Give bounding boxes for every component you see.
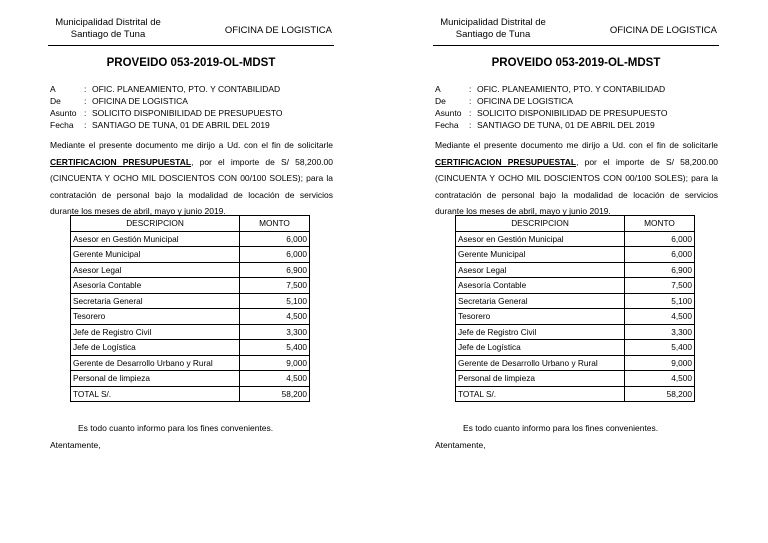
body-text: Mediante el presente documento me dirijo a Ud. con el fin de solicitarle — [435, 140, 718, 150]
row-amount: 7,500 — [240, 278, 310, 294]
meta-value: SOLICITO DISPONIBILIDAD DE PRESUPUESTO — [477, 108, 668, 118]
row-amount: 4,500 — [240, 309, 310, 325]
body-paragraph — [50, 137, 333, 220]
row-amount: 6,000 — [240, 247, 310, 263]
row-description: Secretaria General — [456, 293, 625, 309]
meta-value: SANTIAGO DE TUNA, 01 DE ABRIL DEL 2019 — [92, 120, 270, 130]
meta-key: A — [435, 84, 441, 94]
row-amount: 5,100 — [625, 293, 695, 309]
meta-line — [50, 108, 283, 120]
row-description: Asesor Legal — [71, 262, 240, 278]
row-description: Jefe de Registro Civil — [456, 324, 625, 340]
row-description: Personal de limpieza — [456, 371, 625, 387]
row-amount: 9,000 — [625, 355, 695, 371]
column-header: MONTO — [625, 216, 695, 232]
meta-separator: : — [469, 96, 472, 106]
row-description: Asesoría Contable — [456, 278, 625, 294]
table-header-row — [71, 216, 310, 232]
table-row — [71, 247, 310, 263]
meta-value: OFICINA DE LOGISTICA — [92, 96, 188, 106]
document-copy-left — [48, 0, 338, 543]
letterhead — [48, 15, 334, 46]
municipality-line-1: Municipalidad Distrital de — [440, 17, 546, 28]
body-highlight: CERTIFICACION PRESUPUESTAL — [435, 156, 577, 167]
document-copy-right — [433, 0, 723, 543]
meta-key: A — [50, 84, 56, 94]
table-row — [71, 324, 310, 340]
row-amount: 3,300 — [625, 324, 695, 340]
meta-key: Asunto — [435, 108, 462, 118]
row-amount: 6,000 — [240, 231, 310, 247]
signoff: Atentamente, — [50, 440, 101, 450]
table-body — [456, 231, 695, 402]
municipality-line-1: Municipalidad Distrital de — [55, 17, 161, 28]
meta-separator: : — [469, 84, 472, 94]
meta-value: SOLICITO DISPONIBILIDAD DE PRESUPUESTO — [92, 108, 283, 118]
meta-line — [435, 96, 573, 108]
meta-value: SANTIAGO DE TUNA, 01 DE ABRIL DEL 2019 — [477, 120, 655, 130]
table-row — [456, 231, 695, 247]
row-description: TOTAL S/. — [456, 386, 625, 402]
row-description: Gerente de Desarrollo Urbano y Rural — [71, 355, 240, 371]
column-header: DESCRIPCION — [456, 216, 625, 232]
meta-separator: : — [84, 108, 87, 118]
body-paragraph — [435, 137, 718, 220]
municipality-name — [433, 17, 553, 41]
table-body — [71, 231, 310, 402]
meta-line — [50, 84, 280, 96]
municipality-line-2: Santiago de Tuna — [70, 29, 146, 40]
table-row — [71, 386, 310, 402]
document-title: PROVEIDO 053-2019-OL-MDST — [491, 57, 661, 69]
meta-key: Fecha — [435, 120, 459, 130]
table-row — [456, 293, 695, 309]
meta-line — [435, 84, 665, 96]
meta-line — [435, 108, 668, 120]
meta-key: De — [50, 96, 61, 106]
column-header: DESCRIPCION — [71, 216, 240, 232]
row-description: Gerente Municipal — [71, 247, 240, 263]
meta-separator: : — [84, 84, 87, 94]
column-header: MONTO — [240, 216, 310, 232]
row-amount: 58,200 — [625, 386, 695, 402]
meta-separator: : — [84, 120, 87, 130]
meta-value: OFIC. PLANEAMIENTO, PTO. Y CONTABILIDAD — [92, 84, 281, 94]
document-title: PROVEIDO 053-2019-OL-MDST — [106, 57, 276, 69]
row-amount: 6,000 — [625, 231, 695, 247]
office-name: OFICINA DE LOGISTICA — [224, 25, 332, 36]
row-description: Gerente de Desarrollo Urbano y Rural — [456, 355, 625, 371]
row-description: Tesorero — [456, 309, 625, 325]
row-description: Jefe de Logística — [456, 340, 625, 356]
meta-value: OFICINA DE LOGISTICA — [477, 96, 573, 106]
row-amount: 7,500 — [625, 278, 695, 294]
body-text: , por el importe de S/ 58,200.00 (CINCUENTA Y OCHO MIL DOSCIENTOS CON 00/100 SOLES); para la contratación de personal bajo la modalidad de locación de servicios durante los meses de abril, mayo y junio 2019. — [50, 156, 333, 216]
meta-line — [435, 120, 655, 132]
row-description: Asesor en Gestión Municipal — [71, 231, 240, 247]
row-amount: 4,500 — [240, 371, 310, 387]
table-row — [71, 340, 310, 356]
closing-line: Es todo cuanto informo para los fines convenientes. — [78, 423, 274, 433]
municipality-line-2: Santiago de Tuna — [455, 29, 531, 40]
budget-table — [70, 215, 310, 402]
letterhead — [433, 15, 719, 46]
table-row — [456, 262, 695, 278]
signoff: Atentamente, — [435, 440, 486, 450]
table-row — [71, 293, 310, 309]
row-description: Asesoría Contable — [71, 278, 240, 294]
row-amount: 5,400 — [625, 340, 695, 356]
row-description: Jefe de Registro Civil — [71, 324, 240, 340]
row-description: Personal de limpieza — [71, 371, 240, 387]
municipality-name — [48, 17, 168, 41]
budget-table — [455, 215, 695, 402]
meta-separator: : — [469, 108, 472, 118]
row-amount: 6,000 — [625, 247, 695, 263]
row-description: Gerente Municipal — [456, 247, 625, 263]
row-amount: 5,400 — [240, 340, 310, 356]
table-row — [71, 262, 310, 278]
table-row — [71, 355, 310, 371]
row-description: Jefe de Logística — [71, 340, 240, 356]
table-row — [456, 309, 695, 325]
row-description: Asesor en Gestión Municipal — [456, 231, 625, 247]
row-amount: 5,100 — [240, 293, 310, 309]
table-row — [71, 231, 310, 247]
row-amount: 6,900 — [625, 262, 695, 278]
meta-line — [50, 96, 188, 108]
closing-line: Es todo cuanto informo para los fines convenientes. — [463, 423, 659, 433]
row-amount: 3,300 — [240, 324, 310, 340]
meta-value: OFIC. PLANEAMIENTO, PTO. Y CONTABILIDAD — [477, 84, 666, 94]
office-name: OFICINA DE LOGISTICA — [609, 25, 717, 36]
table-header-row — [456, 216, 695, 232]
row-amount: 6,900 — [240, 262, 310, 278]
table-row — [71, 278, 310, 294]
table-row — [456, 355, 695, 371]
row-amount: 58,200 — [240, 386, 310, 402]
row-description: Secretaria General — [71, 293, 240, 309]
body-highlight: CERTIFICACION PRESUPUESTAL — [50, 156, 192, 167]
meta-separator: : — [84, 96, 87, 106]
meta-key: De — [435, 96, 446, 106]
meta-key: Asunto — [50, 108, 77, 118]
row-amount: 4,500 — [625, 309, 695, 325]
table-row — [456, 324, 695, 340]
meta-line — [50, 120, 270, 132]
row-description: Asesor Legal — [456, 262, 625, 278]
table-row — [456, 340, 695, 356]
meta-key: Fecha — [50, 120, 74, 130]
meta-separator: : — [469, 120, 472, 130]
row-amount: 9,000 — [240, 355, 310, 371]
table-row — [456, 386, 695, 402]
table-row — [456, 247, 695, 263]
row-description: TOTAL S/. — [71, 386, 240, 402]
body-text: Mediante el presente documento me dirijo a Ud. con el fin de solicitarle — [50, 140, 333, 150]
row-description: Tesorero — [71, 309, 240, 325]
table-row — [456, 371, 695, 387]
table-row — [71, 309, 310, 325]
body-text: , por el importe de S/ 58,200.00 (CINCUENTA Y OCHO MIL DOSCIENTOS CON 00/100 SOLES); para la contratación de personal bajo la modalidad de locación de servicios durante los meses de abril, mayo y junio 2019. — [435, 156, 718, 216]
row-amount: 4,500 — [625, 371, 695, 387]
table-row — [71, 371, 310, 387]
table-row — [456, 278, 695, 294]
